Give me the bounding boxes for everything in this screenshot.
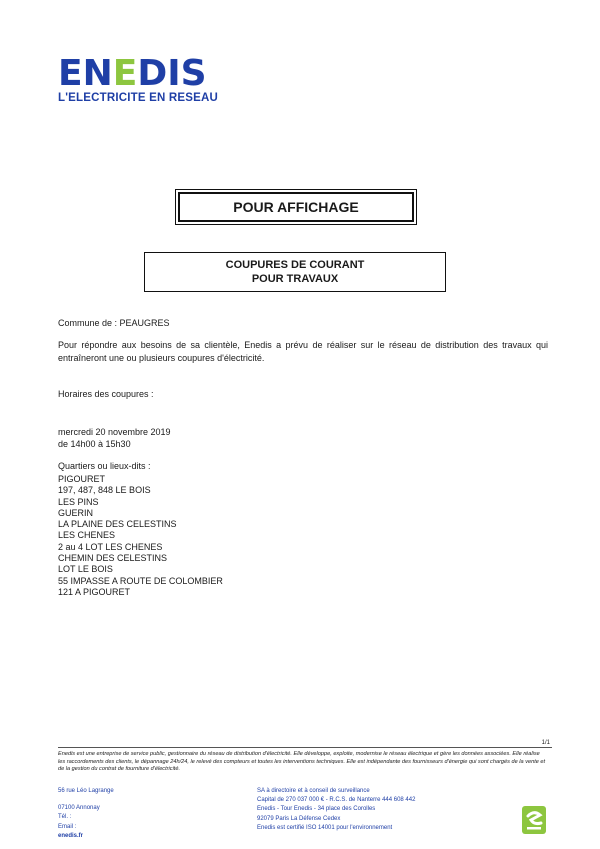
places-label: Quartiers ou lieux-dits : bbox=[58, 461, 151, 471]
logo-wordmark: ENEDIS bbox=[58, 53, 207, 94]
footer-disclaimer: Enedis est une entreprise de service public, gestionnaire du réseau de distribution d'électricité. Elle développe, exploite, modernise le réseau électrique et gère les données associées. Elle réalise les raccordements des clients, le dépannage 24h/24, le relevé des compteurs et toutes les interventions techniques. Elle est indépendante des fournisseurs d'énergie qui sont chargés de la vente et de la gestion du contrat de fourniture d'électricité. bbox=[58, 751, 546, 773]
footer-divider bbox=[58, 747, 552, 748]
list-item: GUERIN bbox=[58, 507, 94, 518]
commune: Commune de : PEAUGRES bbox=[58, 318, 170, 328]
email-label: Email : bbox=[58, 823, 77, 830]
list-item: CHEMIN DES CELESTINS bbox=[58, 553, 168, 564]
website-link[interactable]: enedis.fr bbox=[58, 832, 84, 839]
list-item: LA PLAINE DES CELESTINS bbox=[58, 519, 177, 530]
address-street: 56 rue Léo Lagrange bbox=[58, 788, 114, 794]
hours-label: Horaires des coupures : bbox=[58, 389, 154, 399]
enedis-logo bbox=[58, 53, 219, 104]
list-item: LES PINS bbox=[58, 496, 99, 507]
notice-subtitle-box bbox=[144, 252, 446, 292]
agency-address bbox=[58, 787, 114, 841]
legal-line: Enedis - Tour Enedis - 34 place des Corolles bbox=[257, 806, 376, 813]
legal-line: Enedis est certifié ISO 14001 pour l'environnement bbox=[257, 824, 393, 831]
page-number: 1/1 bbox=[541, 740, 550, 746]
intro-paragraph: Pour répondre aux besoins de sa clientèle, Enedis a prévu de réaliser sur le réseau de distribution des travaux qui entraîneront une ou plusieurs coupures d'électricité. bbox=[58, 340, 548, 363]
list-item: 121 A PIGOURET bbox=[58, 586, 131, 597]
notice-title: POUR AFFICHAGE bbox=[233, 199, 359, 215]
outage-date: mercredi 20 novembre 2019 bbox=[58, 427, 171, 437]
legal-info bbox=[257, 787, 415, 833]
notice-subtitle-line2: POUR TRAVAUX bbox=[251, 273, 339, 285]
address-city: 07100 Annonay bbox=[58, 805, 100, 812]
legal-line: 92079 Paris La Défense Cedex bbox=[257, 815, 341, 822]
outage-time: de 14h00 à 15h30 bbox=[58, 439, 131, 449]
logo-tagline: L'ELECTRICITE EN RESEAU bbox=[58, 92, 219, 104]
list-item: LES CHENES bbox=[58, 530, 116, 541]
notice-subtitle-line1: COUPURES DE COURANT bbox=[225, 259, 365, 271]
places-list bbox=[58, 474, 548, 598]
notice-title-box bbox=[178, 192, 414, 222]
list-item: 197, 487, 848 LE BOIS bbox=[58, 485, 151, 496]
list-item: PIGOURET bbox=[58, 474, 106, 484]
tel-label: Tél. : bbox=[58, 814, 72, 821]
enedis-mini-logo-icon bbox=[522, 806, 546, 834]
list-item: 55 IMPASSE A ROUTE DE COLOMBIER bbox=[58, 575, 223, 586]
legal-line: Capital de 270 037 000 € - R.C.S. de Nanterre 444 608 442 bbox=[257, 797, 416, 804]
list-item: 2 au 4 LOT LES CHENES bbox=[58, 541, 163, 552]
legal-line: SA à directoire et à conseil de surveillance bbox=[257, 788, 370, 794]
list-item: LOT LE BOIS bbox=[58, 564, 113, 575]
